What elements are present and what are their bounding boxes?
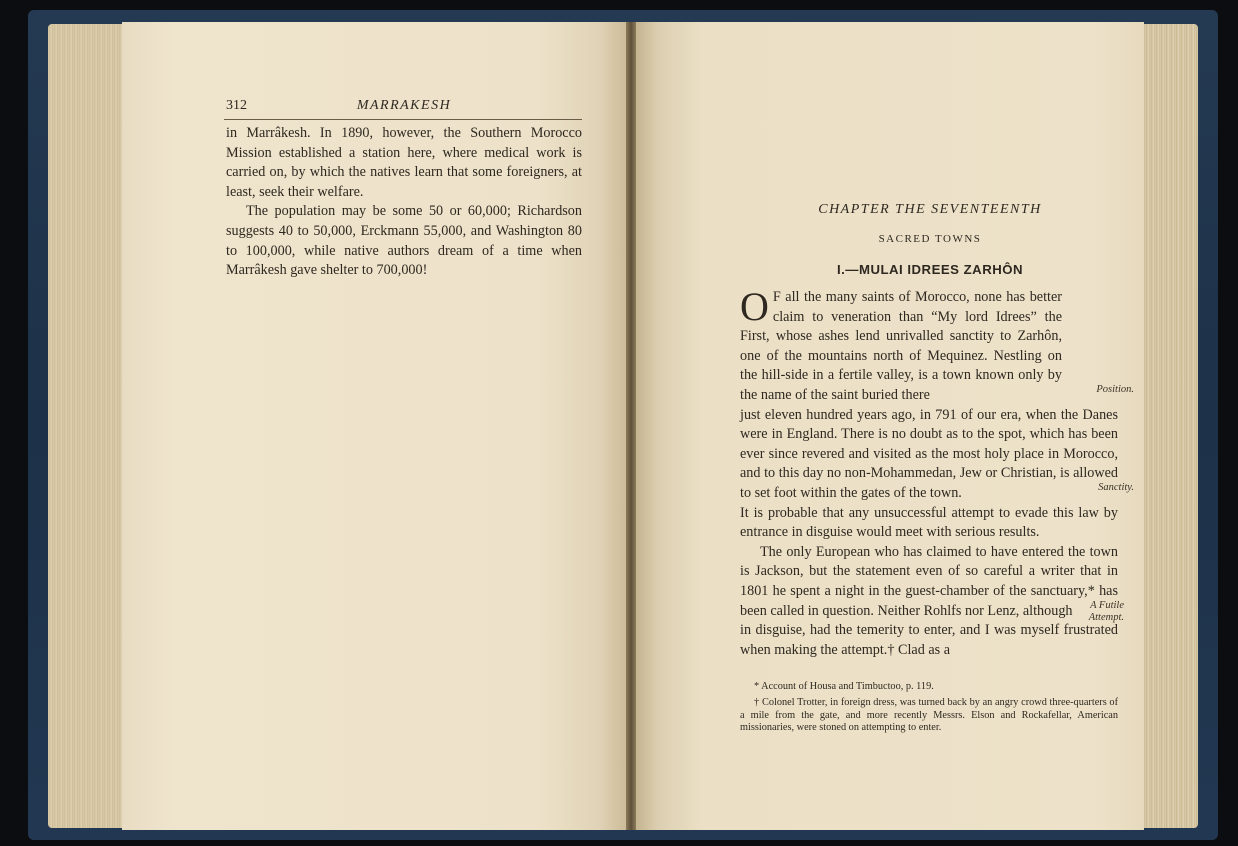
page-number: 312: [226, 98, 247, 113]
paragraph: [740, 543, 1118, 621]
paragraph: The population may be some 50 or 60,000; Richardson suggests 40 to 50,000, Erckmann 55,000, and Washington 80 to 100,000, while native authors dream of a time when Marrâkesh gave shelter to 700,000!: [226, 203, 582, 279]
paragraph-continued: in disguise, had the temerity to enter, and I was myself frustrated when making the attempt.† Clad as a: [740, 622, 1118, 658]
paragraph-text: F all the many saints of Morocco, none has better claim to veneration than “My lord Idrees” the First, whose ashes lend unrivalled sanctity to Zarhôn, one of the mountains north of Mequinez. Nestling on the hill-side in a fertile valley, is a town known only by the name of the saint buried there: [740, 289, 1062, 403]
chapter-title: CHAPTER THE SEVENTEENTH: [818, 202, 1042, 217]
left-body-text: [226, 124, 582, 281]
paragraph-opening: [740, 284, 1062, 406]
paragraph-text: The only European who has claimed to have entered the town is Jackson, but the statement even of so careful a writer that in 1801 he spent a night in the guest-chamber of the sanctuary,* has been called in question. Neither Rohlfs nor Lenz, although: [740, 543, 1118, 619]
paragraph-continued: just eleven hundred years ago, in 791 of our era, when the Danes were in England. There is no doubt as to the spot, which has been ever since revered and visited as the most holy place in Morocco, and to this day no non-Mohammedan, Jew or Christian, is allowed to set foot within the gates of the town.: [740, 406, 1118, 501]
footnote: † Colonel Trotter, in foreign dress, was turned back by an angry crowd three-quarters of a mile from the gate, and more recently Messrs. Elson and Rockafellar, American missionaries, were stoned on attempting to enter.: [740, 696, 1118, 734]
right-body-text: [740, 284, 1118, 660]
header-rule: [224, 119, 582, 120]
paragraph-continued: It is probable that any unsuccessful attempt to evade this law by entrance in disguise would meet with serious results.: [740, 504, 1118, 541]
page-edges-left: [48, 24, 128, 828]
book-gutter: [626, 22, 636, 830]
margin-note-futile: A Futile Attempt.: [1088, 600, 1124, 623]
footnotes: [740, 681, 1118, 738]
running-head: [226, 98, 582, 118]
margin-note-sanctity: Sanctity.: [1098, 482, 1134, 493]
sub-title: I.—MULAI IDREES ZARHÔN: [836, 262, 1024, 277]
footnote: * Account of Housa and Timbuctoo, p. 119.: [754, 681, 934, 692]
section-title: SACRED TOWNS: [878, 233, 982, 245]
running-title: MARRAKESH: [356, 98, 452, 113]
right-page: [632, 22, 1144, 830]
left-page: [122, 22, 630, 830]
drop-cap: O: [740, 284, 769, 329]
margin-note-position: Position.: [1096, 384, 1134, 395]
paragraph: in Marrâkesh. In 1890, however, the Southern Morocco Mission established a station here, where medical work is carried on, by which the natives learn that some foreigners, at least, seek their welfare.: [226, 125, 582, 200]
